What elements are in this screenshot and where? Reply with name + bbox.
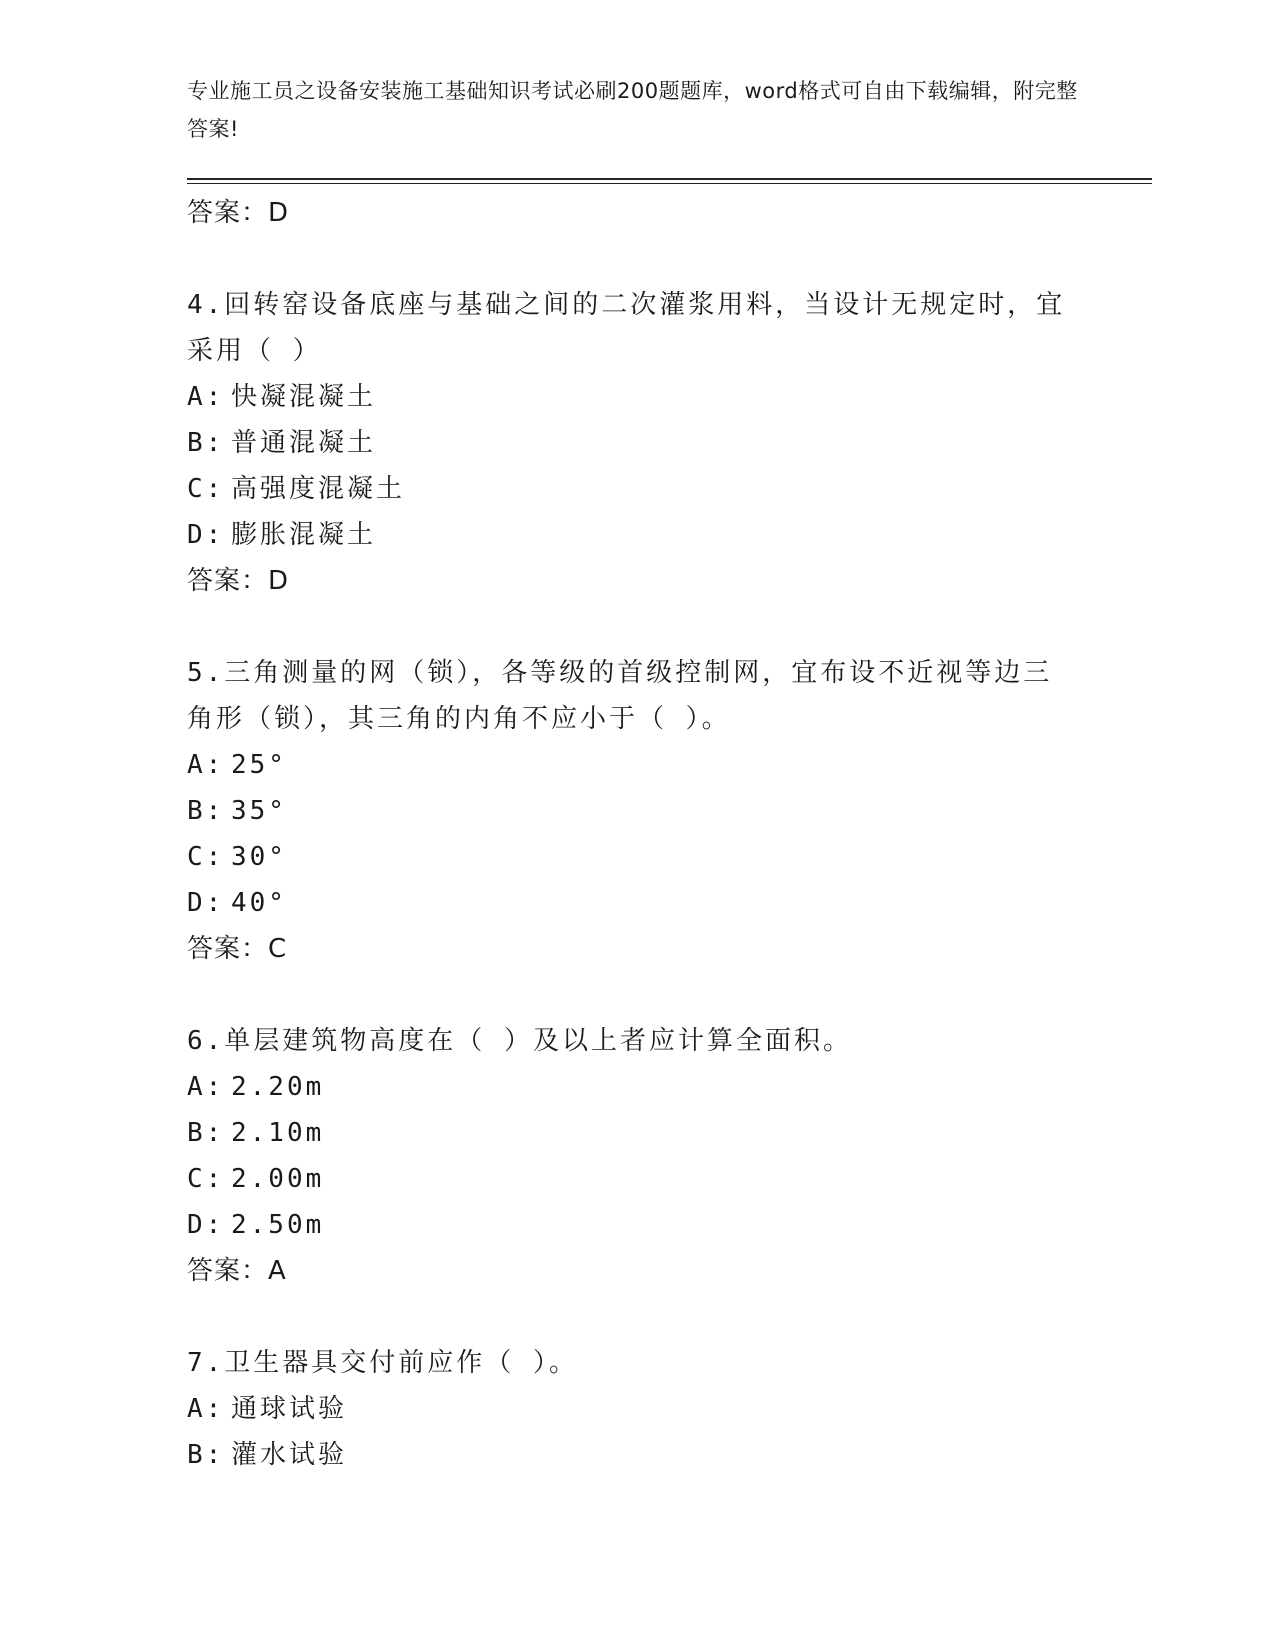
document-body bbox=[187, 190, 1087, 1478]
question-block bbox=[187, 1340, 1087, 1478]
question-text: 5.三角测量的网（锁），各等级的首级控制网，宜布设不近视等边三角形（锁），其三角的内角不应小于（ ）。 bbox=[187, 658, 1053, 734]
option-letter: B: bbox=[187, 428, 225, 458]
option-text: 高强度混凝土 bbox=[231, 474, 406, 504]
question-text: 7.卫生器具交付前应作（ ）。 bbox=[187, 1348, 578, 1378]
option-letter: A: bbox=[187, 382, 225, 412]
option-c bbox=[187, 466, 1087, 512]
option-letter: A: bbox=[187, 1394, 225, 1424]
question-block bbox=[187, 282, 1087, 604]
spacer bbox=[187, 604, 1087, 650]
option-d bbox=[187, 1202, 1087, 1248]
option-text: 普通混凝土 bbox=[231, 428, 377, 458]
option-b bbox=[187, 420, 1087, 466]
option-letter: D: bbox=[187, 1210, 225, 1240]
option-text: 40° bbox=[231, 888, 287, 918]
option-letter: B: bbox=[187, 796, 225, 826]
option-text: 35° bbox=[231, 796, 287, 826]
question-text: 6.单层建筑物高度在（ ）及以上者应计算全面积。 bbox=[187, 1026, 852, 1056]
option-letter: C: bbox=[187, 842, 225, 872]
option-letter: B: bbox=[187, 1440, 225, 1470]
option-text: 灌水试验 bbox=[231, 1440, 348, 1470]
option-letter: B: bbox=[187, 1118, 225, 1148]
option-b bbox=[187, 788, 1087, 834]
option-b bbox=[187, 1432, 1087, 1478]
option-a bbox=[187, 742, 1087, 788]
spacer bbox=[187, 1294, 1087, 1340]
question-block bbox=[187, 1018, 1087, 1294]
header-title: 专业施工员之设备安装施工基础知识考试必刷200题题库，word格式可自由下载编辑，附完整答案! bbox=[187, 79, 1078, 141]
option-b bbox=[187, 1110, 1087, 1156]
option-text: 2.00m bbox=[231, 1164, 325, 1194]
option-letter: D: bbox=[187, 520, 225, 550]
answer-line: 答案：D bbox=[187, 566, 290, 596]
option-text: 2.20m bbox=[231, 1072, 325, 1102]
option-letter: D: bbox=[187, 888, 225, 918]
option-text: 25° bbox=[231, 750, 287, 780]
option-text: 快凝混凝土 bbox=[231, 382, 377, 412]
option-c bbox=[187, 834, 1087, 880]
option-letter: A: bbox=[187, 750, 225, 780]
option-letter: A: bbox=[187, 1072, 225, 1102]
option-a bbox=[187, 1064, 1087, 1110]
option-letter: C: bbox=[187, 474, 225, 504]
document-header bbox=[187, 72, 1087, 148]
header-divider bbox=[187, 178, 1152, 180]
header-divider-thin bbox=[187, 183, 1152, 184]
answer-line: 答案：C bbox=[187, 934, 288, 964]
question-text: 4.回转窑设备底座与基础之间的二次灌浆用料，当设计无规定时，宜采用（ ） bbox=[187, 290, 1066, 366]
option-a bbox=[187, 374, 1087, 420]
option-text: 30° bbox=[231, 842, 287, 872]
option-text: 2.50m bbox=[231, 1210, 325, 1240]
answer-line: 答案：A bbox=[187, 1256, 287, 1286]
option-a bbox=[187, 1386, 1087, 1432]
option-d bbox=[187, 512, 1087, 558]
answer-line: 答案：D bbox=[187, 198, 290, 228]
option-text: 膨胀混凝土 bbox=[231, 520, 377, 550]
option-text: 2.10m bbox=[231, 1118, 325, 1148]
question-block bbox=[187, 650, 1087, 972]
spacer bbox=[187, 236, 1087, 282]
option-c bbox=[187, 1156, 1087, 1202]
option-text: 通球试验 bbox=[231, 1394, 348, 1424]
spacer bbox=[187, 972, 1087, 1018]
option-d bbox=[187, 880, 1087, 926]
option-letter: C: bbox=[187, 1164, 225, 1194]
